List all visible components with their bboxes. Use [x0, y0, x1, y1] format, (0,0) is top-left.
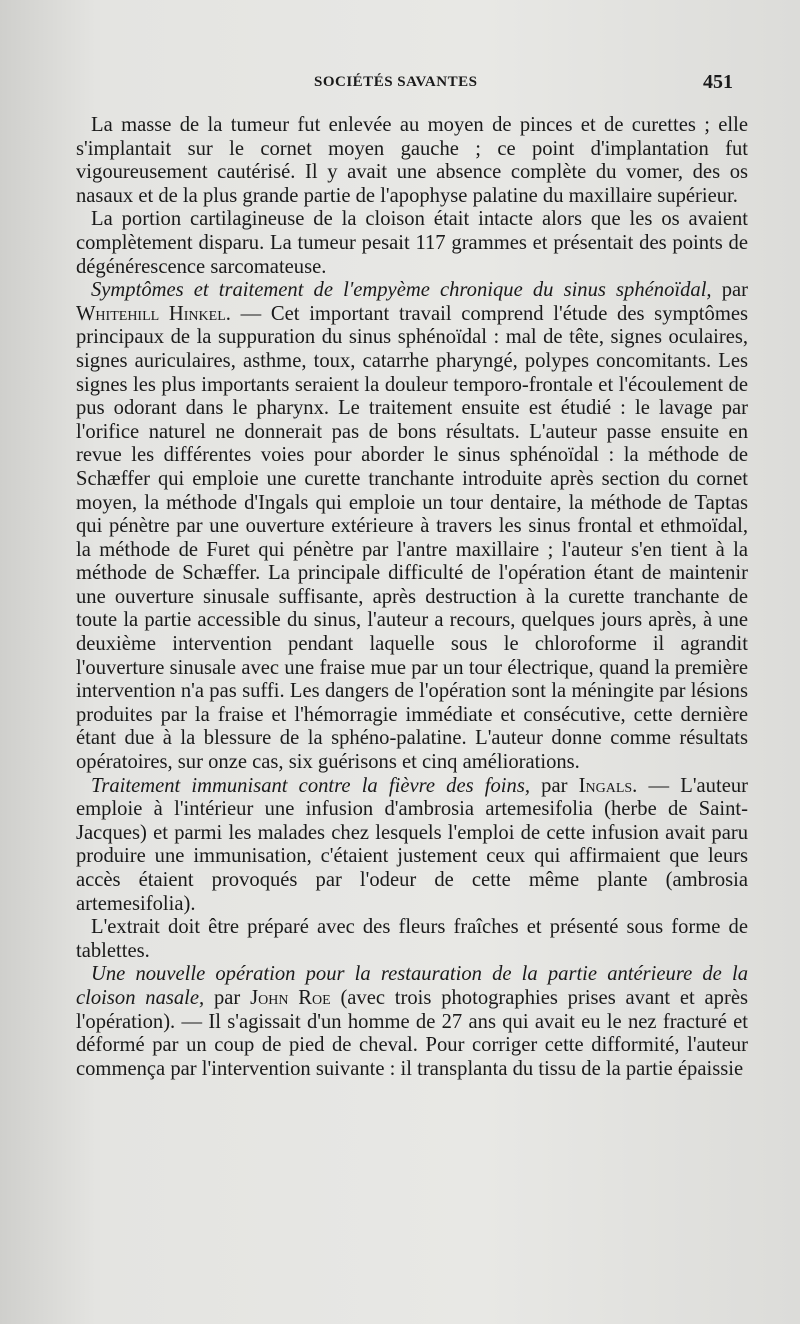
article-author-roe: John Roe	[250, 986, 331, 1009]
paragraph-cartilage: La portion cartilagineuse de la cloison était intacte alors que les os avaient complètement disparu. La tumeur pesait 117 grammes et présentait des points de dégénérescence sarcomateuse.	[76, 208, 748, 278]
article-by-hay-fever: par	[541, 774, 568, 797]
paragraph-extract: L'extrait doit être préparé avec des fleurs fraîches et présenté sous forme de tablettes.	[76, 916, 748, 962]
paragraph-tumor-removal: La masse de la tumeur fut enlevée au moyen de pinces et de curettes ; elle s'implantait sur le cornet moyen gauche ; ce point d'implantation fut vigoureusement cautérisé. Il y avait une absence complète du vomer, des os nasaux et de la plus grande partie de l'apophyse palatine du maxillaire supérieur.	[76, 114, 748, 207]
body-text	[76, 114, 748, 1081]
article-text-nasal-septum: (avec trois photographies prises avant et après l'opération). — Il s'agissait d'un homme de 27 ans qui avait eu le nez fracturé et déformé par un coup de pied de cheval. Pour corriger cette difformité, l'auteur commença par l'intervention suivante : il transplanta du tissu de la partie épaissie	[76, 986, 748, 1080]
article-title-sphenoid: Symptômes et traitement de l'empyème chronique du sinus sphénoïdal,	[91, 279, 712, 302]
article-text-hay-fever: — L'auteur emploie à l'intérieur une infusion d'ambrosia artemesifolia (herbe de Saint-Jacques) et parmi les malades chez lesquels l'emploi de cette infusion avait paru produire une immunisation, c'étaient justement ceux qui affirmaient que leurs accès étaient provoqués par l'odeur de cette même plante (ambrosia artemesifolia).	[76, 774, 748, 915]
article-author-ingals: Ingals.	[578, 774, 638, 797]
paragraph-nasal-septum	[76, 963, 748, 1081]
page-number: 451	[703, 71, 733, 93]
article-by-nasal-septum: par	[214, 986, 241, 1009]
running-head	[0, 71, 800, 98]
paragraph-sphenoid-empyema	[76, 279, 748, 774]
article-title-nasal-septum: Une nouvelle opération pour la restauration de la partie antérieure de la cloison nasale,	[76, 963, 748, 1009]
article-by-sphenoid: par	[721, 279, 749, 302]
article-title-hay-fever: Traitement immunisant contre la fièvre des foins,	[91, 774, 530, 797]
article-text-sphenoid: — Cet important travail comprend l'étude des symptômes principaux de la suppuration du sinus sphénoïdal : mal de tête, signes oculaires, signes auriculaires, asthme, toux, catarrhe pharyngé, polypes concomitants. Les signes les plus importants seraient la douleur temporo-frontale et l'écoulement de pus odorant dans le pharynx. Le traitement ensuite est étudié : le lavage par l'orifice naturel ne donnerait pas de bons résultats. L'auteur passe ensuite en revue les différentes voies pour aborder le sinus sphénoïdal : la méthode de Schæffer qui emploie une curette tranchante introduite après section du cornet moyen, la méthode d'Ingals qui emploie un tour dentaire, la méthode de Taptas qui pénètre par une ouverture extérieure à travers les sinus frontal et ethmoïdal, la méthode de Furet qui pénètre par l'antre maxillaire ; l'auteur s'en tient à la méthode de Schæffer. La principale difficulté de l'opération étant de maintenir une ouverture sinusale suffisante, après destruction à la curette tranchante de toute la partie accessible du sinus, l'auteur a recours, quelques jours après, à une deuxième intervention pendant laquelle sous le chloroforme il agrandit l'ouverture sinusale avec une fraise mue par un tour électrique, quand la première intervention n'a pas suffi. Les dangers de l'opération sont la méningite par lésions produites par la fraise et l'hémorragie immédiate et consécutive, cette dernière étant due à la blessure de la sphéno-palatine. L'auteur donne comme résultats opératoires, sur onze cas, six guérisons et cinq améliorations.	[76, 302, 748, 774]
paragraph-hay-fever	[76, 775, 748, 917]
running-head-title: SOCIÉTÉS SAVANTES	[314, 74, 478, 90]
article-author-hinkel: Whitehill Hinkel.	[76, 302, 231, 325]
